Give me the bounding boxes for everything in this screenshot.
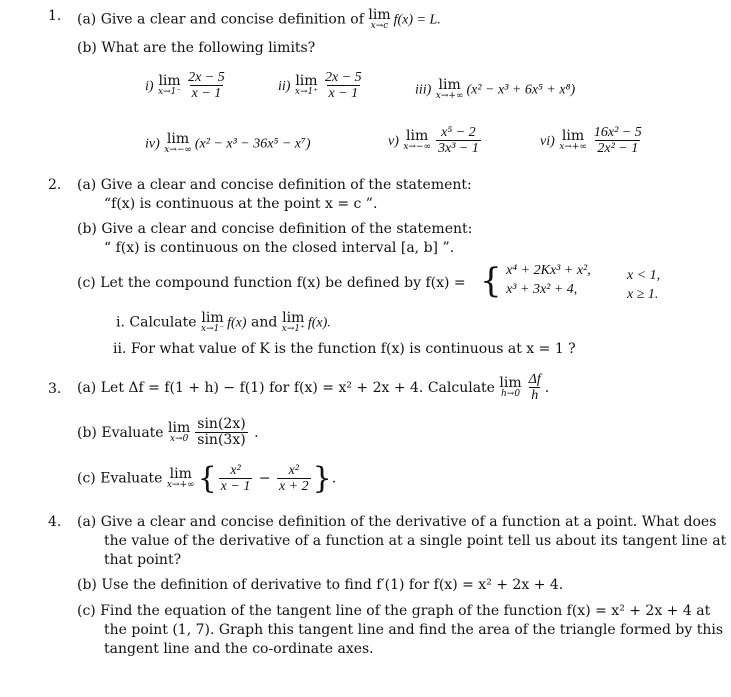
limit-id: ii) <box>278 78 291 94</box>
q1b <box>77 40 315 56</box>
limit-vi <box>540 125 646 157</box>
q4b-label: (b) <box>77 577 97 593</box>
lim <box>164 132 192 155</box>
q2b-line1: Give a clear and concise definition of the statement: <box>101 221 473 237</box>
and-word: and <box>250 314 278 331</box>
case-1: x⁴ + 2Kx³ + x², <box>506 263 591 278</box>
denominator: sin(3x) <box>197 432 246 449</box>
q4a-line1: Give a clear and concise definition of the derivative of a function at a point. What does <box>100 514 717 530</box>
left-brace-icon: { <box>197 461 217 496</box>
fraction <box>592 125 644 157</box>
limit-id: v) <box>388 133 399 149</box>
q3a-label: (a) <box>77 379 97 396</box>
lim <box>168 421 190 444</box>
q1-number: 1. <box>48 8 62 24</box>
q3c-label: (c) <box>77 470 96 487</box>
fraction <box>186 70 227 102</box>
fraction <box>527 372 543 404</box>
q2c-i-text: Calculate <box>129 314 197 331</box>
numerator: 2x − 5 <box>325 70 362 85</box>
lim-sub: x→+∞ <box>166 480 195 490</box>
limit-ii <box>278 70 366 102</box>
q2c-i <box>116 311 331 334</box>
q4c-line1: Find the equation of the tangent line of the graph of the function f(x) = x² + 2x + 4 at <box>100 603 711 619</box>
q4c <box>77 603 710 619</box>
fraction <box>323 70 364 102</box>
lim-word: lim <box>168 420 191 437</box>
q2c-ii <box>113 341 576 357</box>
q3-number: 3. <box>48 381 62 397</box>
expression: (x² − x³ − 36x⁵ − x⁷) <box>194 136 311 152</box>
q2a-line2: “f(x) is continuous at the point x = c ”. <box>104 196 378 212</box>
q2c-label: (c) <box>77 275 96 291</box>
lim-sub: x→−∞ <box>403 142 431 153</box>
q2c-ii-label: ii. <box>113 341 127 357</box>
q3c-text: Evaluate <box>100 470 163 487</box>
lim-word: lim <box>295 73 318 90</box>
lim-sub: x→+∞ <box>435 91 464 101</box>
q4c-line2: the point (1, 7). Graph this tangent line and find the area of the triangle formed by this <box>104 622 724 638</box>
expression: f(x) <box>227 315 247 331</box>
denominator: x + 2 <box>278 479 309 494</box>
q1a-label: (a) <box>77 11 97 28</box>
condition-1: x < 1, <box>627 268 661 283</box>
lim-sub: x→1⁻ <box>200 324 225 334</box>
limit-v <box>388 125 483 157</box>
q2b-line2: “ f(x) is continuous on the closed interval [a, b] ”. <box>104 240 455 256</box>
lim-word: lim <box>158 73 181 90</box>
lim-word: lim <box>282 310 305 326</box>
lim-word: lim <box>406 128 429 145</box>
expression: f(x). <box>307 315 331 331</box>
q1a-text: Give a clear and concise definition of <box>100 11 364 28</box>
lim <box>201 311 224 334</box>
q2c-text: Let the compound function f(x) be defined by f(x) = <box>100 275 466 291</box>
q1a <box>77 8 441 31</box>
q2b <box>77 221 472 237</box>
q2c <box>77 275 466 291</box>
fraction <box>277 463 311 495</box>
lim-sub: x→0 <box>169 434 189 445</box>
lim <box>158 74 181 97</box>
lim-word: lim <box>169 466 192 482</box>
lim-word: lim <box>166 131 190 147</box>
q2b-label: (b) <box>77 221 97 237</box>
limit-iii <box>415 78 575 101</box>
denominator: 2x² − 1 <box>597 141 639 157</box>
q1b-text: What are the following limits? <box>101 40 316 56</box>
numerator: x² <box>230 462 241 478</box>
q3c: (c) Evaluate lim x→+∞ { $\frac{\text{x²}}{x - 1}$ − $\frac{\text{x²}}{x + 2}$ }. <box>77 461 337 496</box>
numerator: Δf <box>528 372 541 387</box>
lim-sub: x→1⁺ <box>281 324 305 334</box>
denominator: 3x³ − 1 <box>438 141 479 157</box>
limit-id: iv) <box>145 136 160 152</box>
q4b-text: Use the definition of derivative to find f′(1) for f(x) = x² + 2x + 4. <box>101 577 564 593</box>
q1a-expr: f(x) = L. <box>393 12 441 28</box>
lim <box>295 74 318 97</box>
lim-word: lim <box>561 128 585 145</box>
lim-sub: x→c <box>370 21 389 31</box>
q4b <box>77 577 563 593</box>
lim <box>499 376 521 399</box>
q1b-label: (b) <box>77 40 97 56</box>
fraction <box>436 125 481 157</box>
piecewise-cases <box>506 262 591 300</box>
lim <box>436 78 464 101</box>
numerator: 2x − 5 <box>188 70 225 85</box>
lim-sub: x→−∞ <box>164 145 192 155</box>
lim <box>403 129 431 152</box>
numerator: x⁵ − 2 <box>441 125 476 140</box>
expression: (x² − x³ + 6x⁵ + x⁸) <box>466 82 576 98</box>
q4c-label: (c) <box>77 603 96 619</box>
lim-word: lim <box>368 7 391 23</box>
q2a <box>77 177 472 193</box>
q2a-line1: Give a clear and concise definition of the statement: <box>100 177 472 193</box>
q1a-lim <box>368 8 390 31</box>
lim <box>559 129 587 152</box>
q3b-text: Evaluate <box>101 424 164 441</box>
limit-iv <box>145 132 311 155</box>
q2c-ii-text: For what value of K is the function f(x) is continuous at x = 1 ? <box>130 341 576 357</box>
piecewise <box>480 262 591 300</box>
denominator: x − 1 <box>191 86 222 102</box>
lim-sub: x→+∞ <box>559 142 587 153</box>
lim-word: lim <box>499 375 522 392</box>
fraction <box>195 417 247 449</box>
case-2: x³ + 3x² + 4, <box>506 281 578 297</box>
fraction <box>219 463 253 495</box>
q2c-i-label: i. <box>116 314 125 331</box>
numerator: x² <box>288 462 300 478</box>
numerator: sin(2x) <box>197 416 246 432</box>
limit-id: iii) <box>415 82 432 98</box>
q4a-label: (a) <box>77 514 97 530</box>
lim-sub: x→1⁻ <box>158 87 182 98</box>
lim-sub: h→0 <box>501 389 521 400</box>
q3b: (b) Evaluate lim x→0 $\frac{\sin(2x)}{\sin(3x)}$ . <box>77 416 259 449</box>
right-brace-icon: } <box>312 461 332 496</box>
q4a-line2: the value of the derivative of a function at a single point tell us about its tangent line at <box>104 533 727 549</box>
limit-id: vi) <box>540 133 555 149</box>
q3a: (a) Let Δf = f(1 + h) − f(1) for f(x) = x² + 2x + 4. Calculate lim h→0 $\frac{\Delta f}{h}$ . <box>77 372 550 404</box>
q3a-text: Let Δf = f(1 + h) − f(1) for f(x) = x² + 2x + 4. Calculate <box>100 379 495 396</box>
numerator: 16x² − 5 <box>593 125 642 140</box>
denominator: x − 1 <box>220 479 251 494</box>
q2a-label: (a) <box>77 177 97 193</box>
lim <box>167 467 195 490</box>
left-brace-icon: { <box>480 260 502 301</box>
q4a <box>77 514 716 530</box>
q2-number: 2. <box>48 177 62 193</box>
q3b-label: (b) <box>77 424 97 441</box>
q4-number: 4. <box>48 514 62 530</box>
denominator: x − 1 <box>328 86 359 102</box>
q4a-line3: that point? <box>104 552 182 568</box>
q4c-line3: tangent line and the co-ordinate axes. <box>104 641 374 657</box>
lim-word: lim <box>438 77 461 93</box>
condition-2: x ≥ 1. <box>627 287 659 302</box>
lim-word: lim <box>201 310 224 326</box>
lim-sub: x→1⁺ <box>294 87 318 98</box>
limit-i <box>145 70 229 102</box>
denominator: h <box>531 388 539 404</box>
limit-id: i) <box>145 78 154 94</box>
lim <box>282 311 305 334</box>
